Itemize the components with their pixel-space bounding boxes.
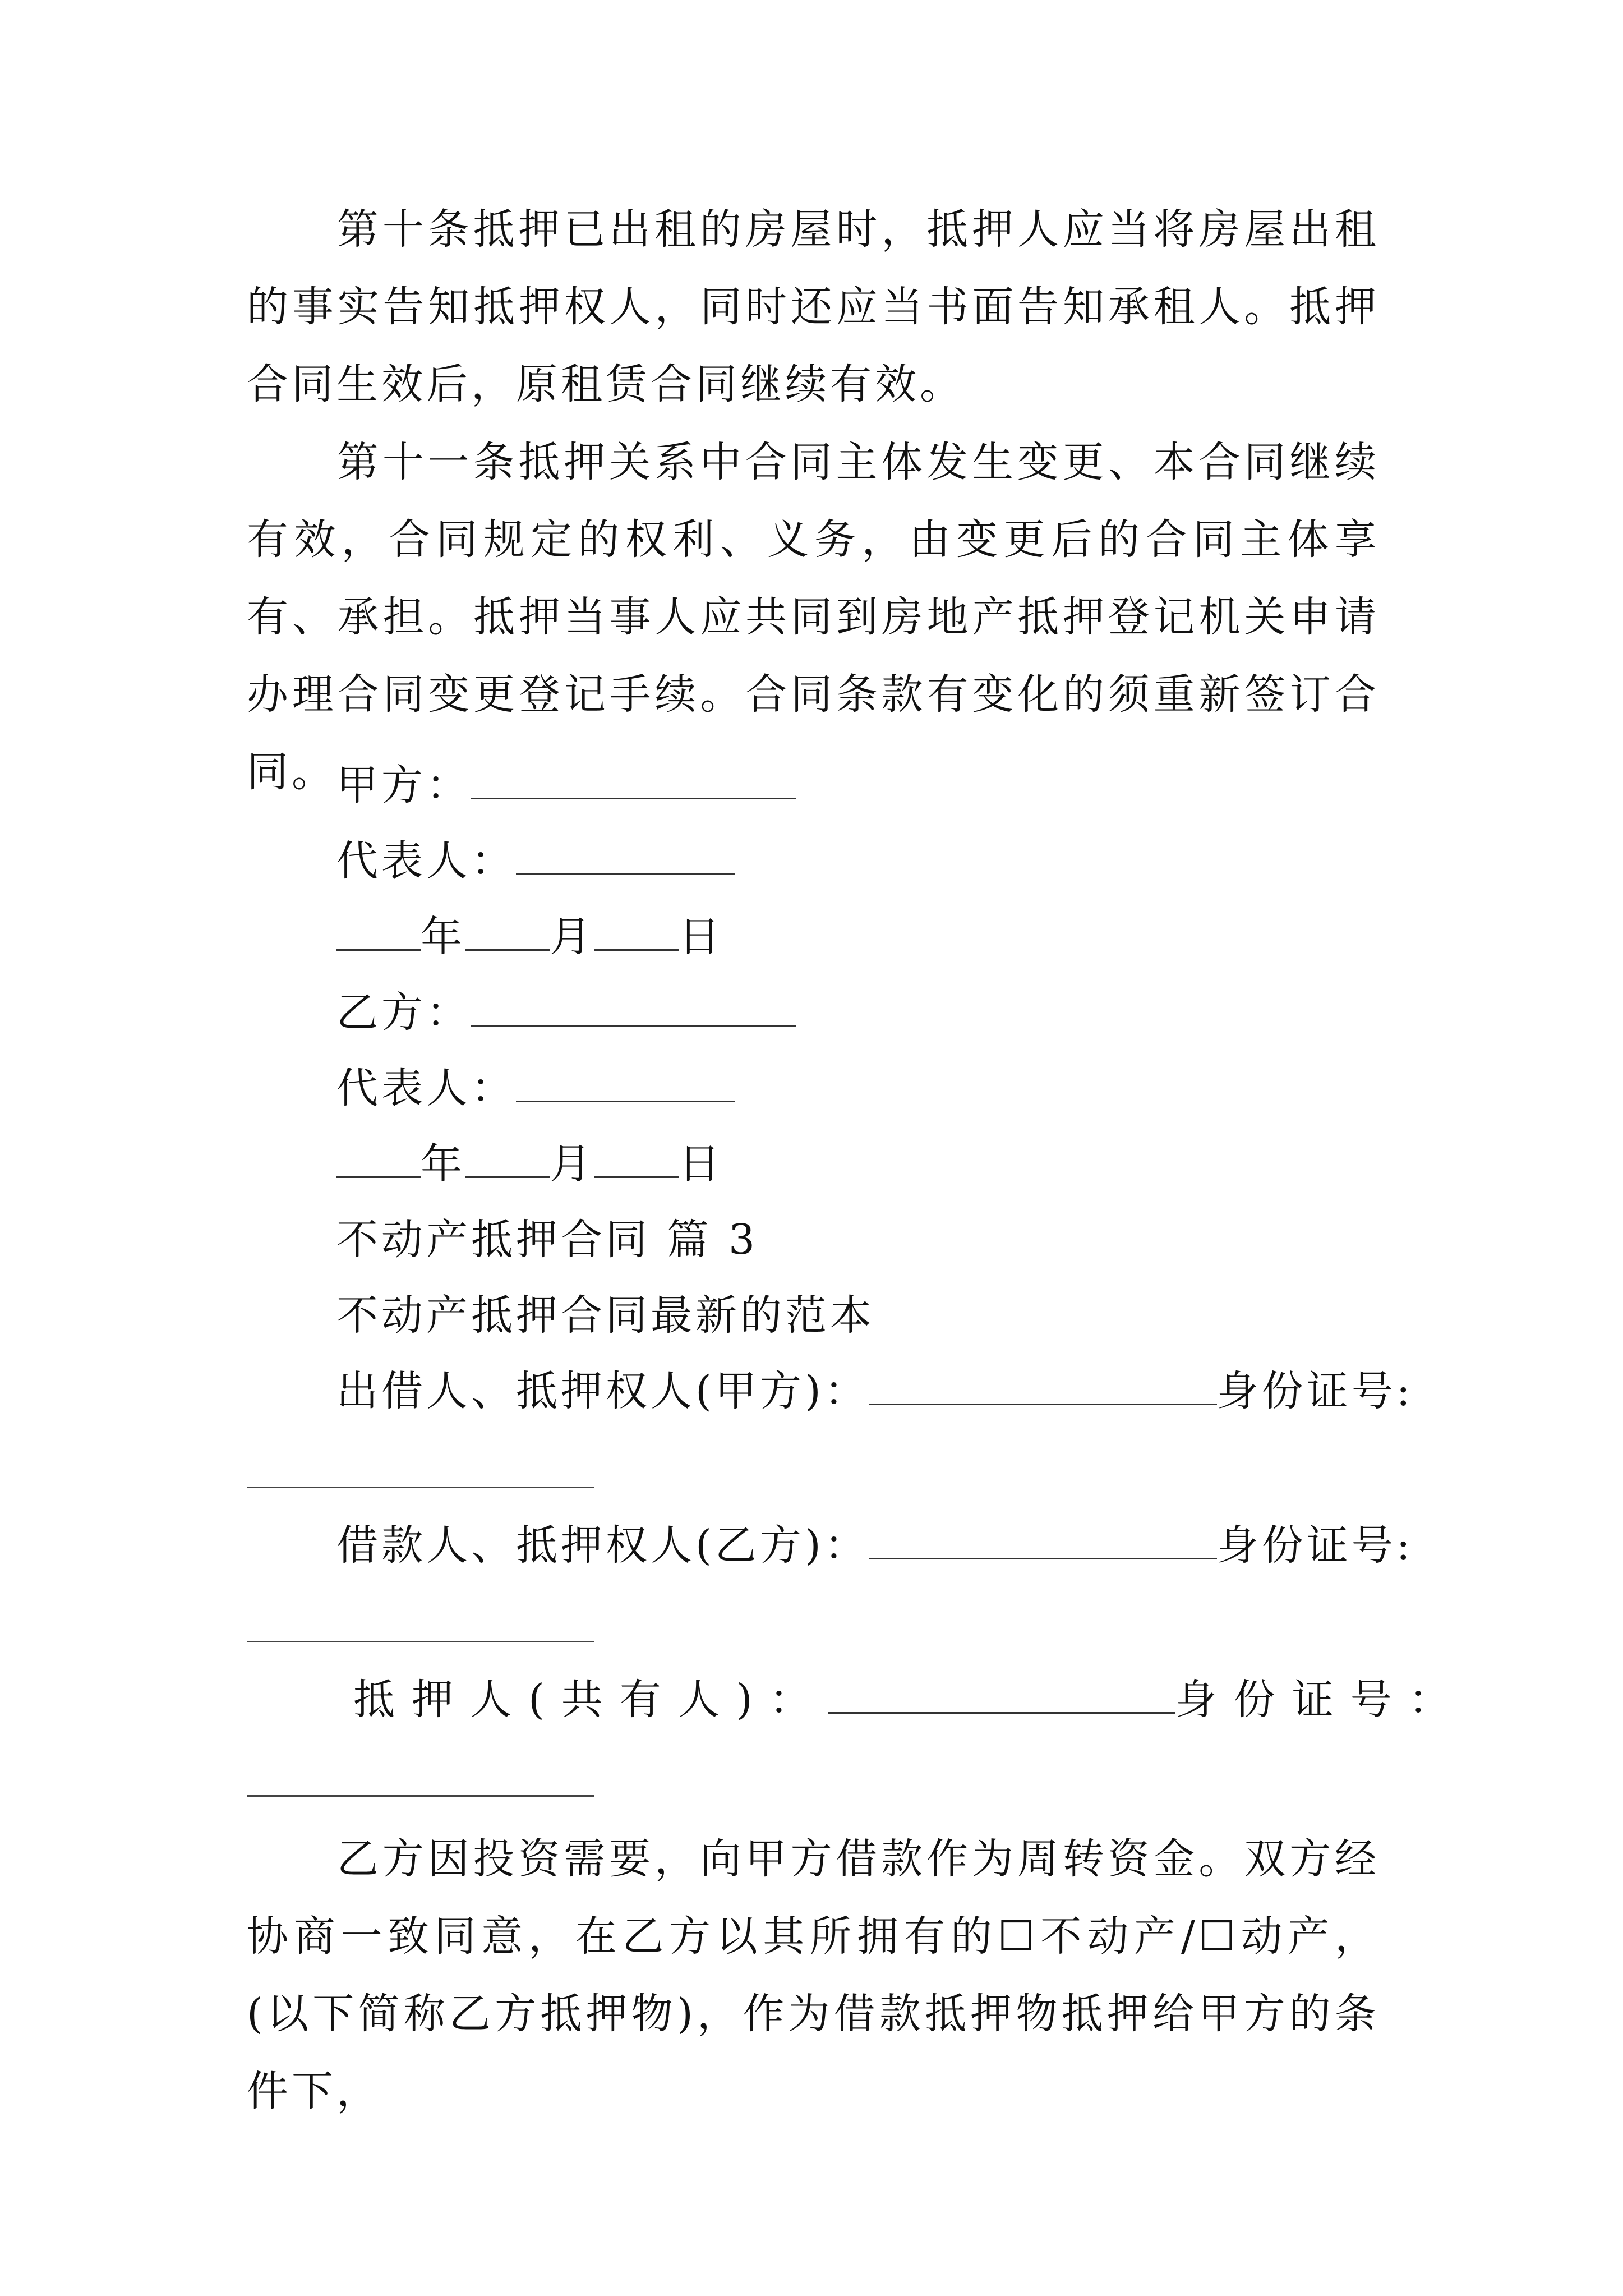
party-b-line bbox=[336, 984, 796, 1041]
party-a-year-blank[interactable] bbox=[336, 918, 421, 951]
party-b-rep-line bbox=[336, 1060, 735, 1116]
mortgagor-label: 抵押人(共有人)： bbox=[353, 1676, 828, 1724]
borrower-name-blank[interactable] bbox=[869, 1526, 1217, 1559]
party-a-rep-label: 代表人： bbox=[336, 837, 516, 885]
party-b-year-label: 年 bbox=[421, 1140, 465, 1188]
party-b-month-blank[interactable] bbox=[465, 1145, 550, 1178]
party-b-label: 乙方： bbox=[336, 988, 471, 1037]
party-a-month-blank[interactable] bbox=[465, 918, 550, 951]
mortgagor-name-blank[interactable] bbox=[828, 1681, 1175, 1714]
borrower-id-blank[interactable] bbox=[247, 1641, 594, 1642]
party-b-rep-blank[interactable] bbox=[516, 1069, 735, 1102]
party-b-year-blank[interactable] bbox=[336, 1145, 421, 1178]
lender-name-blank[interactable] bbox=[869, 1372, 1217, 1405]
party-b-rep-label: 代表人： bbox=[336, 1064, 516, 1112]
party-b-day-label: 日 bbox=[679, 1140, 723, 1188]
section-title: 不动产抵押合同 篇 3 bbox=[336, 1216, 759, 1264]
mortgagor-id-blank[interactable] bbox=[247, 1795, 594, 1797]
final-paragraph-text: 乙方因投资需要，向甲方借款作为周转资金。双方经协商一致同意，在乙方以其所拥有的☐不动产/☐动产，(以下简称乙方抵押物)，作为借款抵押物抵押给甲方的条件下， bbox=[247, 1835, 1380, 2115]
article-11-text: 第十一条抵押关系中合同主体发生变更、本合同继续有效，合同规定的权利、义务，由变更后的合同主体享有、承担。抵押当事人应共同到房地产抵押登记机关申请办理合同变更登记手续。合同条款有变化的须重新签订合同。 bbox=[247, 438, 1380, 796]
party-a-month-label: 月 bbox=[550, 913, 594, 961]
party-a-rep-line bbox=[336, 833, 735, 889]
final-paragraph bbox=[247, 1820, 1380, 2130]
party-a-day-label: 日 bbox=[679, 913, 723, 961]
party-a-year-label: 年 bbox=[421, 913, 465, 961]
mortgagor-id-label: 身份证号： bbox=[1175, 1676, 1467, 1724]
article-11-paragraph bbox=[247, 424, 1380, 811]
lender-id-blank[interactable] bbox=[247, 1487, 594, 1488]
party-a-day-blank[interactable] bbox=[594, 918, 679, 951]
party-b-day-blank[interactable] bbox=[594, 1145, 679, 1178]
party-a-line bbox=[336, 757, 796, 813]
lender-id-label: 身份证号: bbox=[1216, 1367, 1414, 1415]
article-10-paragraph bbox=[247, 191, 1380, 423]
party-a-date-line bbox=[336, 909, 723, 965]
party-b-blank[interactable] bbox=[471, 993, 796, 1027]
lender-label: 出借人、抵押权人(甲方)： bbox=[336, 1367, 869, 1415]
borrower-line bbox=[336, 1517, 1414, 1573]
party-a-label: 甲方： bbox=[336, 761, 471, 809]
article-10-text: 第十条抵押已出租的房屋时，抵押人应当将房屋出租的事实告知抵押权人，同时还应当书面告知承租人。抵押合同生效后，原租赁合同继续有效。 bbox=[247, 205, 1380, 408]
borrower-label: 借款人、抵押权人(乙方)： bbox=[336, 1521, 869, 1570]
mortgagor-line bbox=[353, 1672, 1467, 1728]
borrower-id-label: 身份证号: bbox=[1216, 1521, 1414, 1570]
subtitle: 不动产抵押合同最新的范本 bbox=[336, 1291, 875, 1340]
party-b-month-label: 月 bbox=[550, 1140, 594, 1188]
party-a-blank[interactable] bbox=[471, 766, 796, 799]
party-b-date-line bbox=[336, 1136, 723, 1192]
lender-line bbox=[336, 1363, 1414, 1419]
party-a-rep-blank[interactable] bbox=[516, 842, 735, 875]
